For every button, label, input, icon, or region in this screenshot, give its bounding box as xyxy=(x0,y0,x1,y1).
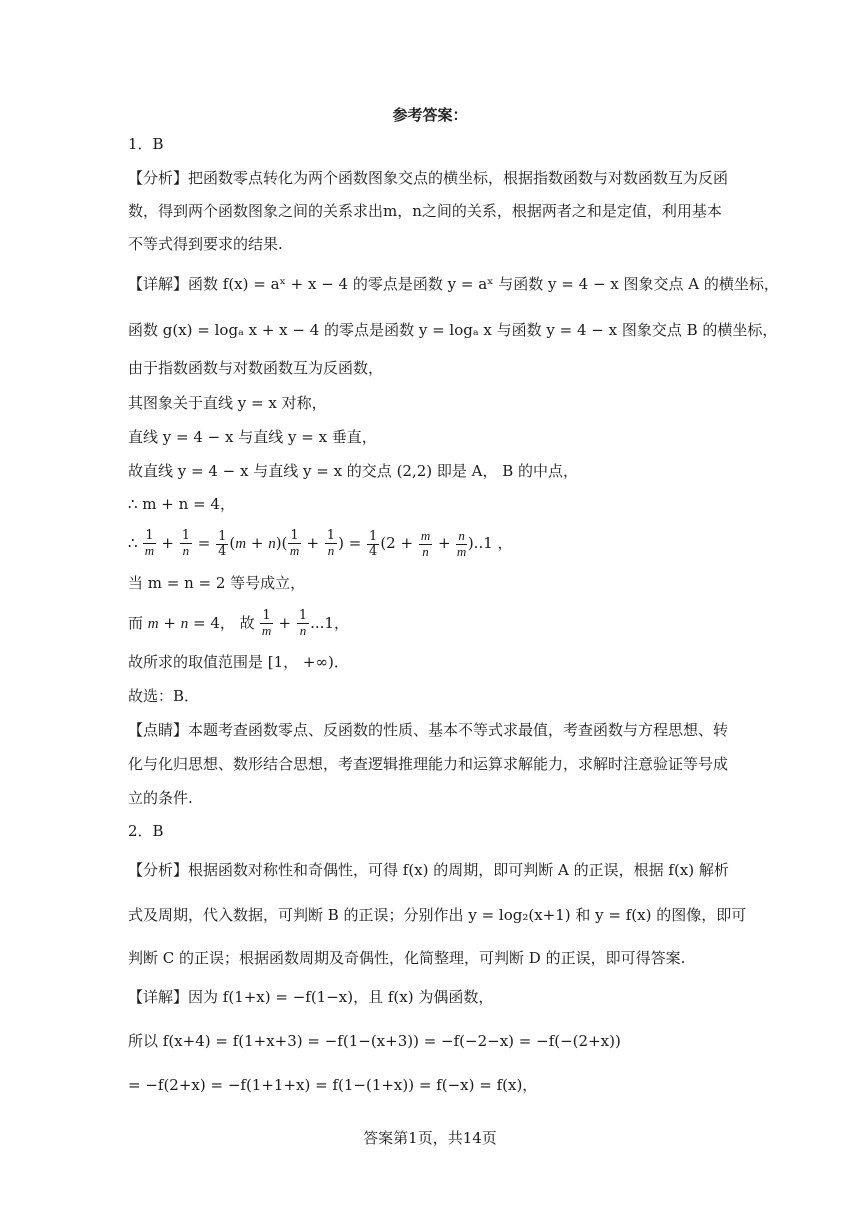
fraction: $\frac{1}{n}$ xyxy=(298,608,308,638)
q1-detail-line-4: 其图象关于直线 y = x 对称， xyxy=(128,394,327,412)
q1-detail-line-1: 【详解】函数 f(x) = aˣ + x − 4 的零点是函数 y = aˣ 与函数 y = 4 − x 图象交点 A 的横坐标， xyxy=(128,275,779,293)
q1-range-line: 故所求的取值范围是 [1， +∞)． xyxy=(128,653,349,671)
q1-answer-line: 故选：B． xyxy=(128,687,200,705)
q1-analysis-line-1: 【分析】把函数零点转化为两个函数图象交点的横坐标，根据指数函数与对数函数互为反函 xyxy=(128,169,729,187)
q1-comment-line-2: 化与化归思想、数形结合思想，考查逻辑推理能力和运算求解能力，求解时注意验证等号成 xyxy=(128,755,729,773)
q1-detail-line-3: 由于指数函数与对数函数互为反函数， xyxy=(128,359,384,377)
fraction: $\frac{1}{n}$ xyxy=(181,528,190,558)
q2-detail-line-1: 【详解】因为 f(1+x) = −f(1−x)，且 f(x) 为偶函数， xyxy=(128,988,494,1006)
q2-detail-line-3: = −f(2+x) = −f(1+1+x) = f(1−(1+x)) = f(−x) = f(x)， xyxy=(128,1076,538,1094)
question-1-number: 1．B xyxy=(128,135,164,153)
q1-detail-line-5: 直线 y = 4 − x 与直线 y = x 垂直， xyxy=(128,428,377,446)
page-title: 参考答案： xyxy=(392,106,468,124)
q1-inequality-formula: ∴ $\frac{1}{m}$ + $\frac{1}{n}$ = $\frac{1}{4}$ (m + n)( $\frac{1}{m}$ + $\frac{1}{n}$ ) = $\frac{1}{4}$ (2 + $\frac{m}{n}$ + $\frac{n}{m}$ )..1 ， xyxy=(128,527,513,559)
page-footer: 答案第1页，共14页 xyxy=(363,1129,497,1147)
q1-comment-line-3: 立的条件. xyxy=(128,789,193,807)
fraction: $\frac{n}{m}$ xyxy=(456,527,467,559)
q1-detail-line-6: 故直线 y = 4 − x 与直线 y = x 的交点 (2,2) 即是 A， B 的中点， xyxy=(128,462,579,480)
fraction: $\frac{1}{m}$ xyxy=(261,608,272,638)
q1-analysis-line-3: 不等式得到要求的结果. xyxy=(128,235,283,253)
q1-equality-line: 当 m = n = 2 等号成立， xyxy=(128,574,306,592)
q2-analysis-line-3: 判断 C 的正误；根据函数周期及奇偶性，化简整理，可判断 D 的正误，即可得答案. xyxy=(128,949,686,967)
q1-conclusion-formula: 而 m + n = 4， 故 $\frac{1}{m}$ + $\frac{1}{n}$ ...1， xyxy=(128,608,349,638)
q1-detail-line-2: 函数 g(x) = logₐ x + x − 4 的零点是函数 y = logₐ x 与函数 y = 4 − x 图象交点 B 的横坐标， xyxy=(128,321,778,339)
q1-detail-line-7: ∴ m + n = 4， xyxy=(128,495,235,513)
fraction: $\frac{m}{n}$ xyxy=(420,527,431,559)
fraction: $\frac{1}{m}$ xyxy=(289,528,300,558)
q2-detail-line-2: 所以 f(x+4) = f(1+x+3) = −f(1−(x+3)) = −f(−2−x) = −f(−(2+x)) xyxy=(128,1032,621,1050)
q2-analysis-line-2: 式及周期，代入数据，可判断 B 的正误；分别作出 y = log₂(x+1) 和 y = f(x) 的图像，即可 xyxy=(128,906,747,924)
fraction: $\frac{1}{4}$ xyxy=(218,528,227,559)
q2-analysis-line-1: 【分析】根据函数对称性和奇偶性，可得 f(x) 的周期，即可判断 A 的正误，根据 f(x) 解析 xyxy=(128,861,729,879)
question-2-number: 2．B xyxy=(128,822,164,840)
fraction: $\frac{1}{m}$ xyxy=(144,528,155,558)
q1-analysis-line-2: 数，得到两个函数图象之间的关系求出m，n之间的关系，根据两者之和是定值，利用基本 xyxy=(128,202,722,220)
fraction: $\frac{1}{n}$ xyxy=(326,528,336,558)
fraction: $\frac{1}{4}$ xyxy=(369,528,378,559)
q1-comment-line-1: 【点睛】本题考查函数零点、反函数的性质、基本不等式求最值，考查函数与方程思想、转 xyxy=(128,721,729,739)
